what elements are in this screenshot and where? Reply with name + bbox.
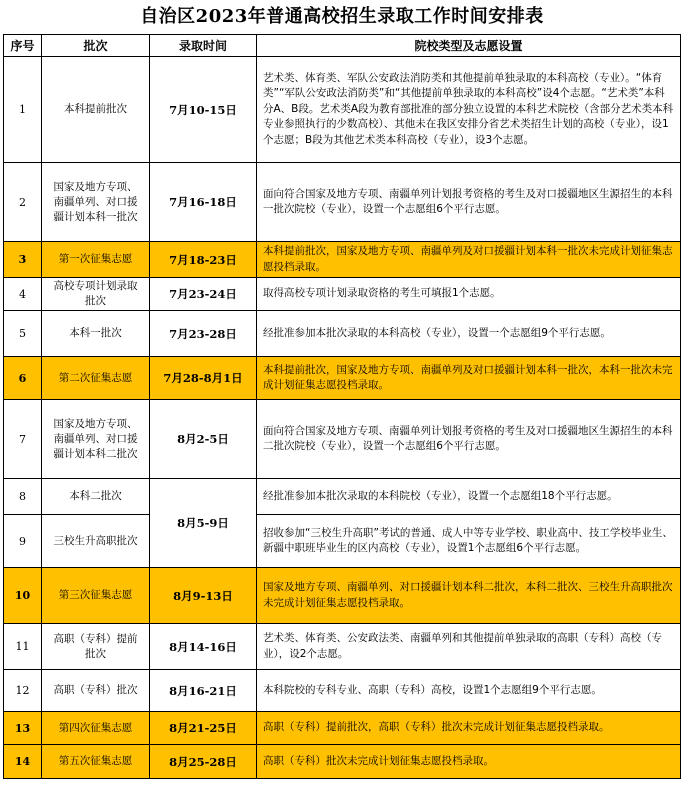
batch-description: 面向符合国家及地方专项、南疆单列计划报考资格的考生及对口援疆地区生源招生的本科二批次院校（专业），设置一个志愿组6个平行志愿。 [257,400,681,479]
batch-description: 高职（专科）批次未完成计划征集志愿投档录取。 [257,745,681,779]
table-row [4,163,681,242]
batch-description: 面向符合国家及地方专项、南疆单列计划报考资格的考生及对口援疆地区生源招生的本科一批次院校（专业），设置一个志愿组6个平行志愿。 [257,163,681,242]
admission-time: 8月14-16日 [150,624,257,670]
admission-time: 8月21-25日 [150,712,257,745]
admission-time: 7月10-15日 [150,57,257,163]
page-title: 自治区2023年普通高校招生录取工作时间安排表 [140,6,544,27]
row-number: 2 [4,163,42,242]
table-header-row [4,35,681,57]
batch-name: 高职（专科）提前批次 [42,624,150,670]
row-number: 12 [4,670,42,712]
row-number: 5 [4,311,42,357]
batch-name: 本科一批次 [42,311,150,357]
table-row [4,400,681,479]
table-row [4,57,681,163]
row-number: 13 [4,712,42,745]
table-row [4,278,681,311]
batch-name: 第三次征集志愿 [42,568,150,624]
table-row [4,242,681,278]
row-number: 3 [4,242,42,278]
batch-description: 国家及地方专项、南疆单列、对口援疆计划本科二批次，本科二批次、三校生升高职批次未完成计划征集志愿投档录取。 [257,568,681,624]
column-header-time: 录取时间 [150,35,257,57]
admission-time: 7月23-28日 [150,311,257,357]
column-header-number: 序号 [4,35,42,57]
batch-description: 经批准参加本批次录取的本科高校（专业），设置一个志愿组9个平行志愿。 [257,311,681,357]
row-number: 10 [4,568,42,624]
batch-name: 国家及地方专项、南疆单列、对口援疆计划本科一批次 [42,163,150,242]
row-number: 1 [4,57,42,163]
batch-description: 本科提前批次，国家及地方专项、南疆单列及对口援疆计划本科一批次，本科一批次未完成计划征集志愿投档录取。 [257,357,681,400]
admission-time: 7月16-18日 [150,163,257,242]
schedule-table [3,34,681,779]
row-number: 8 [4,479,42,515]
batch-name: 第五次征集志愿 [42,745,150,779]
batch-name: 高职（专科）批次 [42,670,150,712]
batch-name: 第四次征集志愿 [42,712,150,745]
table-row [4,624,681,670]
batch-name: 高校专项计划录取批次 [42,278,150,311]
table-row [4,712,681,745]
admission-time: 7月23-24日 [150,278,257,311]
admission-time: 8月5-9日 [150,479,257,568]
table-row [4,670,681,712]
row-number: 11 [4,624,42,670]
column-header-description: 院校类型及志愿设置 [257,35,681,57]
admission-time: 7月18-23日 [150,242,257,278]
table-row [4,745,681,779]
batch-name: 本科二批次 [42,479,150,515]
batch-name: 国家及地方专项、南疆单列、对口援疆计划本科二批次 [42,400,150,479]
admission-time: 8月25-28日 [150,745,257,779]
batch-description: 艺术类、体育类、军队公安政法消防类和其他提前单独录取的本科高校（专业）。“体育类”“军队公安政法消防类”和“其他提前单独录取的本科高校”设4个志愿。“艺术类”本科分A、B段。艺术类A段为教育部批准的部分独立设置的本科艺术院校（含部分艺术类本科专业参照执行的少数高校）、其他未在我区安排分省艺术类招生计划的高校（专业），设1个志愿；B段为其他艺术类本科高校（专业），设3个志愿。 [257,57,681,163]
row-number: 4 [4,278,42,311]
admission-time: 7月28-8月1日 [150,357,257,400]
table-row [4,357,681,400]
table-row [4,479,681,515]
admission-time: 8月9-13日 [150,568,257,624]
batch-description: 本科院校的专科专业、高职（专科）高校，设置1个志愿组9个平行志愿。 [257,670,681,712]
table-row [4,515,681,568]
batch-name: 本科提前批次 [42,57,150,163]
row-number: 9 [4,515,42,568]
admission-time: 8月2-5日 [150,400,257,479]
batch-name: 三校生升高职批次 [42,515,150,568]
batch-description: 高职（专科）提前批次，高职（专科）批次未完成计划征集志愿投档录取。 [257,712,681,745]
batch-description: 经批准参加本批次录取的本科院校（专业），设置一个志愿组18个平行志愿。 [257,479,681,515]
row-number: 14 [4,745,42,779]
batch-name: 第一次征集志愿 [42,242,150,278]
batch-description: 取得高校专项计划录取资格的考生可填报1个志愿。 [257,278,681,311]
row-number: 7 [4,400,42,479]
admission-time: 8月16-21日 [150,670,257,712]
batch-description: 艺术类、体育类、公安政法类、南疆单列和其他提前单独录取的高职（专科）高校（专业），设2个志愿。 [257,624,681,670]
batch-name: 第二次征集志愿 [42,357,150,400]
row-number: 6 [4,357,42,400]
batch-description: 招收参加“三校生升高职”考试的普通、成人中等专业学校、职业高中、技工学校毕业生、新疆中职班毕业生的区内高校（专业），设置1个志愿组6个平行志愿。 [257,515,681,568]
column-header-batch: 批次 [42,35,150,57]
table-row [4,311,681,357]
batch-description: 本科提前批次，国家及地方专项、南疆单列及对口援疆计划本科一批次未完成计划征集志愿投档录取。 [257,242,681,278]
table-row [4,568,681,624]
